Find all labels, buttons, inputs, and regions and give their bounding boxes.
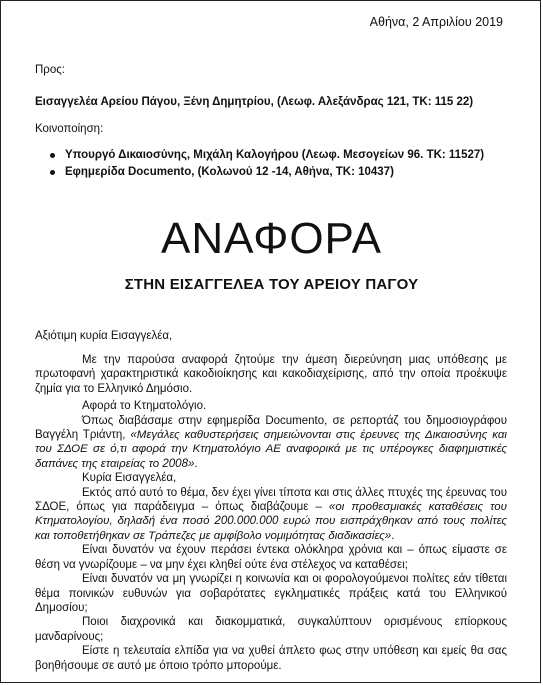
paragraph: Εκτός από αυτό το θέμα, δεν έχει γίνει τίποτα και στις άλλες πτυχές της έρευνας του ΣΔΟΕ, όπως για παράδειγμα – όπως διαβάζουμε – «οι προθεσμιακές καταθέσεις του Κτηματολογίου, δηλαδή ένα ποσό 200.000.000 ευρώ που εισπράχθηκαν από τους πολίτες και τοποθετήθηκαν σε Τράπεζες με αμφίβολο νομιμότητας διαδικασίες». (35, 486, 507, 542)
paragraph: Με την παρούσα αναφορά ζητούμε την άμεση διερεύνηση μιας υπόθεσης με πρωτοφανή χαρακτηριστικά κακοδιοίκησης και κακοδιαχείρισης, από την οποία προέκυψε ζημία για το Ελληνικό Δημόσιο. (35, 354, 507, 395)
document-date: Αθήνα, 2 Απριλίου 2019 (369, 15, 503, 29)
cc-item: Εφημερίδα Documento, (Κολωνού 12 -14, Αθήνα, ΤΚ: 10437) (35, 164, 484, 181)
paragraph: Κυρία Εισαγγελέα, (82, 472, 177, 485)
paragraph: Όπως διαβάσαμε στην εφημερίδα Documento, σε ρεπορτάζ του δημοσιογράφου Βαγγέλη Τριάντη, «Μεγάλες καθυστερήσεις σημειώνονται στις έρευνες της Δικαιοσύνης και του ΣΔΟΕ σε ό,τι αφορά την Κτηματολόγιο ΑΕ αναφορικά με τις υπέρογκες διαφημιστικές δαπάνες της εταιρείας το 2008». (35, 414, 507, 470)
document-subtitle: ΣΤΗΝ ΕΙΣΑΓΓΕΛΕΑ ΤΟΥ ΑΡΕΙΟΥ ΠΑΓΟΥ (124, 276, 419, 293)
cc-list (35, 147, 484, 181)
quote: «οι προθεσμιακές καταθέσεις του Κτηματολογίου, δηλαδή ένα ποσό 200.000.000 ευρώ που εισπράχθηκαν από τους πολίτες και τοποθετήθηκαν σε Τράπεζες με αμφίβολο νομιμότητας διαδικασίες» (35, 501, 507, 542)
cc-item: Υπουργό Δικαιοσύνης, Μιχάλη Καλογήρου (Λεωφ. Μεσογείων 96. ΤΚ: 11527) (35, 147, 484, 164)
paragraph: Είστε η τελευταία ελπίδα για να χυθεί άπλετο φως στην υπόθεση και εμείς θα σας βοηθήσουμε σε αυτό με όποιο τρόπο μπορούμε. (35, 645, 507, 672)
paragraph: Είναι δυνατόν να μη γνωρίζει η κοινωνία και οι φορολογούμενοι πολίτες εάν τίθεται θέμα ποινικών ευθυνών για σοβαρότατες εγκληματικές πράξεις κατά του Ελληνικού Δημοσίου; (35, 573, 507, 614)
document-title: ΑΝΑΦΟΡΑ (161, 214, 382, 263)
letter-body (35, 353, 507, 673)
salutation: Αξιότιμη κυρία Εισαγγελέα, (35, 330, 173, 342)
quote: «Μεγάλες καθυστερήσεις σημειώνονται στις έρευνες της Δικαιοσύνης και του ΣΔΟΕ σε ό,τι αφορά την Κτηματολόγιο ΑΕ αναφορικά με τις υπέρογκες διαφημιστικές δαπάνες της εταιρείας το 2008» (35, 429, 507, 470)
paragraph: Ποιοι διαχρονικά και διακομματικά, συγκαλύπτουν ορισμένους επίορκους μανδαρίνους; (35, 616, 507, 643)
to-label: Προς: (35, 64, 65, 76)
cc-label: Κοινοποίηση: (35, 123, 104, 135)
bullet-icon (50, 170, 55, 175)
bullet-icon (50, 153, 55, 158)
paragraph: Είναι δυνατόν να έχουν περάσει έντεκα ολόκληρα χρόνια και – όπως είμαστε σε θέση να γνωρίζουμε – να μην έχει κληθεί ούτε ένα στέλεχος να καταθέσει; (35, 544, 507, 571)
paragraph: Αφορά το Κτηματολόγιο. (82, 400, 207, 413)
recipient: Εισαγγελέα Αρείου Πάγου, Ξένη Δημητρίου, (Λεωφ. Αλεξάνδρας 121, ΤΚ: 115 22) (35, 96, 474, 108)
